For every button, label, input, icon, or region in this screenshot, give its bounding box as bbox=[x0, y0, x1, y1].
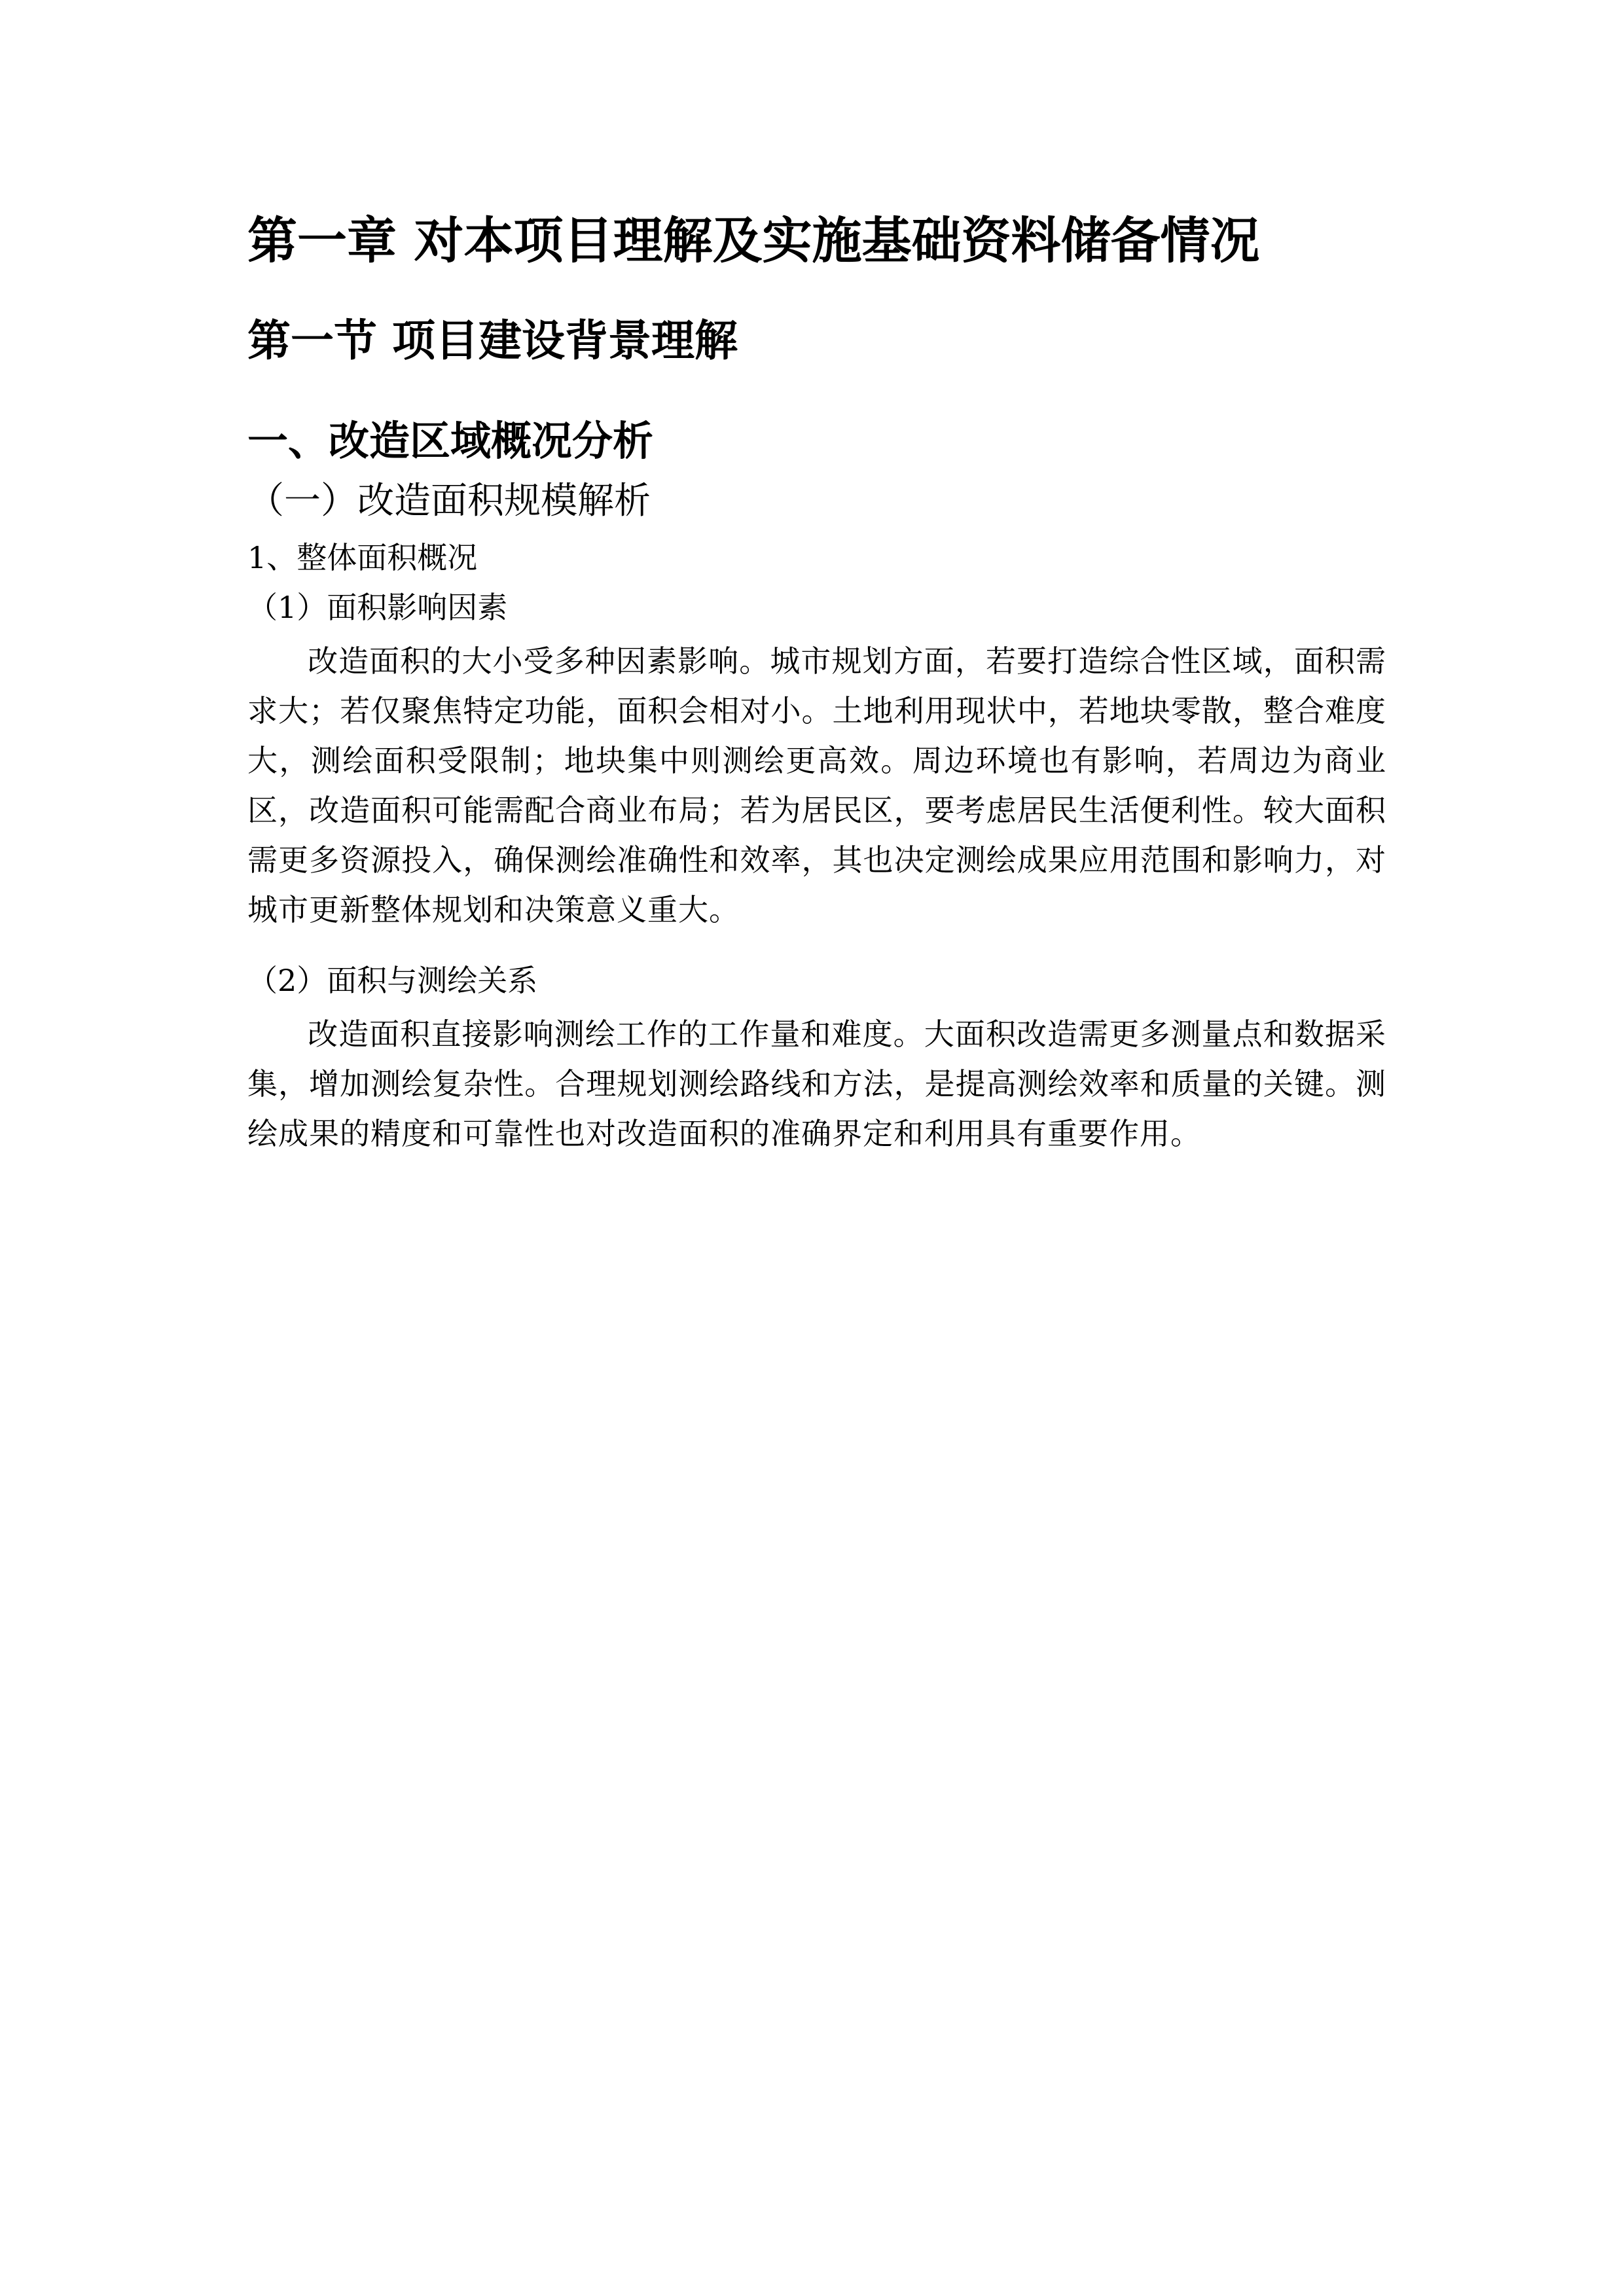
part-title: （一）改造面积规模解析 bbox=[247, 480, 651, 522]
section-title: 第一节 项目建设背景理解 bbox=[247, 315, 738, 366]
subsection-title: 一、改造区域概况分析 bbox=[247, 417, 654, 465]
point1-paragraph: 改造面积的大小受多种因素影响。城市规划方面，若要打造综合性区域，面积需求大；若仅聚焦特定功能，面积会相对小。土地利用现状中，若地块零散，整合难度大，测绘面积受限制；地块集中则测绘更高效。周边环境也有影响，若周边为商业区，改造面积可能需配合商业布局；若为居民区，要考虑居民生活便利性。较大面积需更多资源投入，确保测绘准确性和效率，其也决定测绘成果应用范围和影响力，对城市更新整体规划和决策意义重大。 bbox=[247, 643, 1386, 927]
item-title: 1、整体面积概况 bbox=[247, 540, 478, 575]
point2-title: （2）面积与测绘关系 bbox=[247, 963, 538, 998]
chapter-title: 第一章 对本项目理解及实施基础资料储备情况 bbox=[247, 211, 1260, 270]
point2-paragraph: 改造面积直接影响测绘工作的工作量和难度。大面积改造需更多测量点和数据采集，增加测绘复杂性。合理规划测绘路线和方法，是提高测绘效率和质量的关键。测绘成果的精度和可靠性也对改造面积的准确界定和利用具有重要作用。 bbox=[247, 1016, 1386, 1151]
document-content bbox=[247, 208, 1386, 1158]
point1-title: （1）面积影响因素 bbox=[247, 590, 508, 625]
